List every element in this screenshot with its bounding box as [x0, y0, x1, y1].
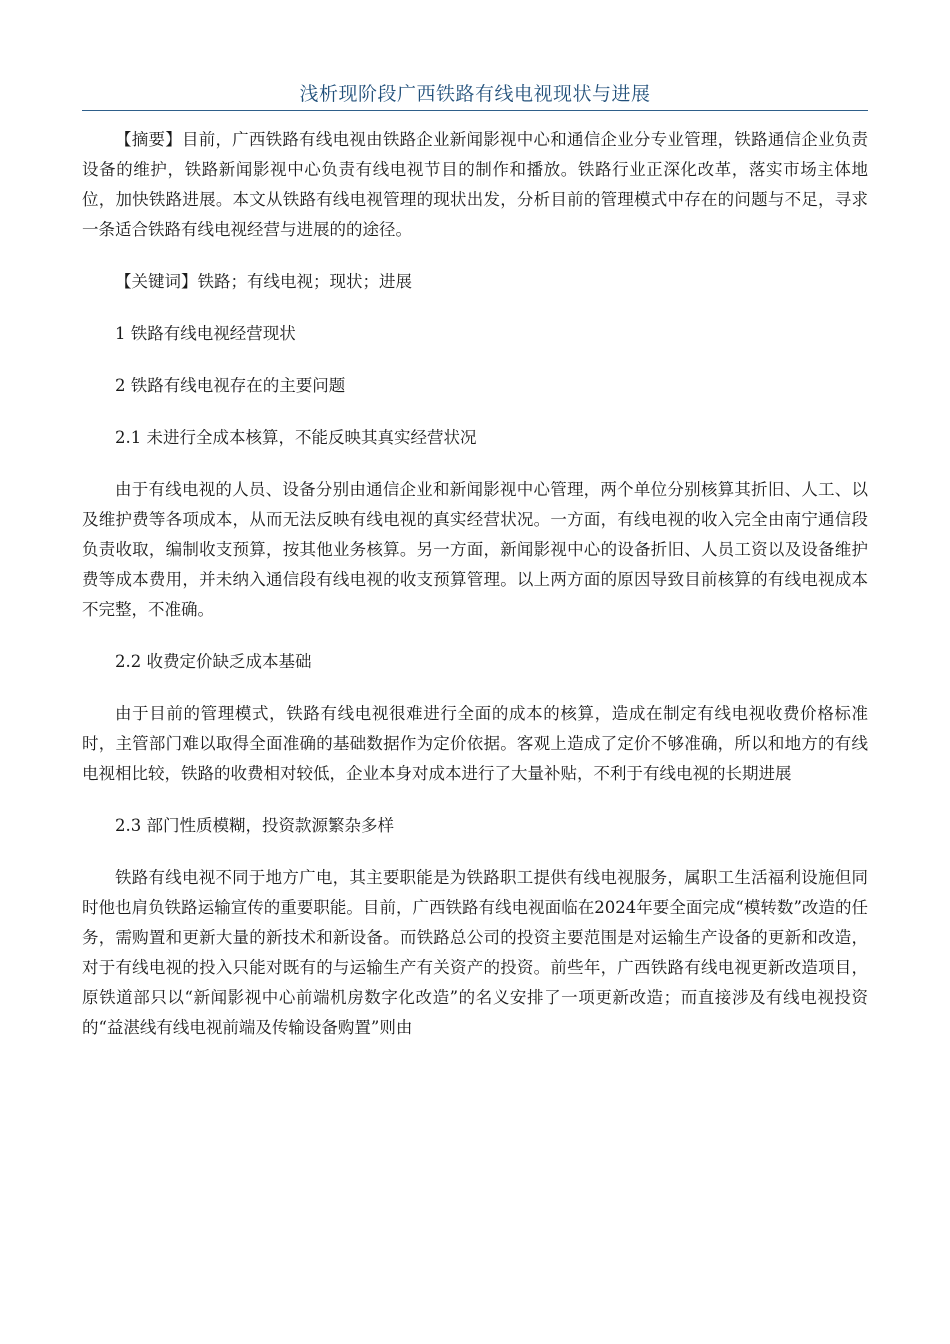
document-body [82, 125, 868, 1043]
section-body-2-3: 铁路有线电视不同于地方广电，其主要职能是为铁路职工提供有线电视服务，属职工生活福利设施但同时他也肩负铁路运输宣传的重要职能。目前，广西铁路有线电视面临在2024年要全面完成“模转数”改造的任务，需购置和更新大量的新技术和新设备。而铁路总公司的投资主要范围是对运输生产设备的更新和改造，对于有线电视的投入只能对既有的与运输生产有关资产的投资。前些年，广西铁路有线电视更新改造项目，原铁道部只以“新闻影视中心前端机房数字化改造”的名义安排了一项更新改造；而直接涉及有线电视投资的“益湛线有线电视前端及传输设备购置”则由 [82, 868, 868, 1037]
abstract-label: 【摘要】 [115, 130, 182, 149]
keywords-text: 铁路；有线电视；现状；进展 [197, 272, 412, 291]
section-body-2-1: 由于有线电视的人员、设备分别由通信企业和新闻影视中心管理，两个单位分别核算其折旧、人工、以及维护费等各项成本，从而无法反映有线电视的真实经营状况。一方面，有线电视的收入完全由南宁通信段负责收取，编制收支预算，按其他业务核算。另一方面，新闻影视中心的设备折旧、人员工资以及设备维护费等成本费用，并未纳入通信段有线电视的收支预算管理。以上两方面的原因导致目前核算的有线电视成本不完整，不准确。 [82, 480, 868, 619]
section-heading-2: 2 铁路有线电视存在的主要问题 [115, 376, 346, 395]
section-body-2-2: 由于目前的管理模式，铁路有线电视很难进行全面的成本的核算，造成在制定有线电视收费价格标准时，主管部门难以取得全面准确的基础数据作为定价依据。客观上造成了定价不够准确，所以和地方的有线电视相比较，铁路的收费相对较低，企业本身对成本进行了大量补贴，不利于有线电视的长期进展 [82, 704, 868, 783]
abstract-paragraph [82, 125, 868, 245]
section-heading-2-1: 2.1 未进行全成本核算，不能反映其真实经营状况 [115, 428, 477, 447]
keywords-label: 【关键词】 [115, 272, 198, 291]
abstract-text: 目前，广西铁路有线电视由铁路企业新闻影视中心和通信企业分专业管理，铁路通信企业负责设备的维护，铁路新闻影视中心负责有线电视节目的制作和播放。铁路行业正深化改革，落实市场主体地位，加快铁路进展。本文从铁路有线电视管理的现状出发，分析目前的管理模式中存在的问题与不足，寻求一条适合铁路有线电视经营与进展的的途径。 [82, 130, 869, 239]
section-heading-2-3: 2.3 部门性质模糊，投资款源繁杂多样 [115, 816, 394, 835]
keywords-paragraph [82, 267, 868, 297]
section-heading-2-2: 2.2 收费定价缺乏成本基础 [115, 652, 312, 671]
section-heading-1: 1 铁路有线电视经营现状 [115, 324, 296, 343]
document-title: 浅析现阶段广西铁路有线电视现状与进展 [299, 83, 651, 105]
title-underline [82, 110, 868, 111]
